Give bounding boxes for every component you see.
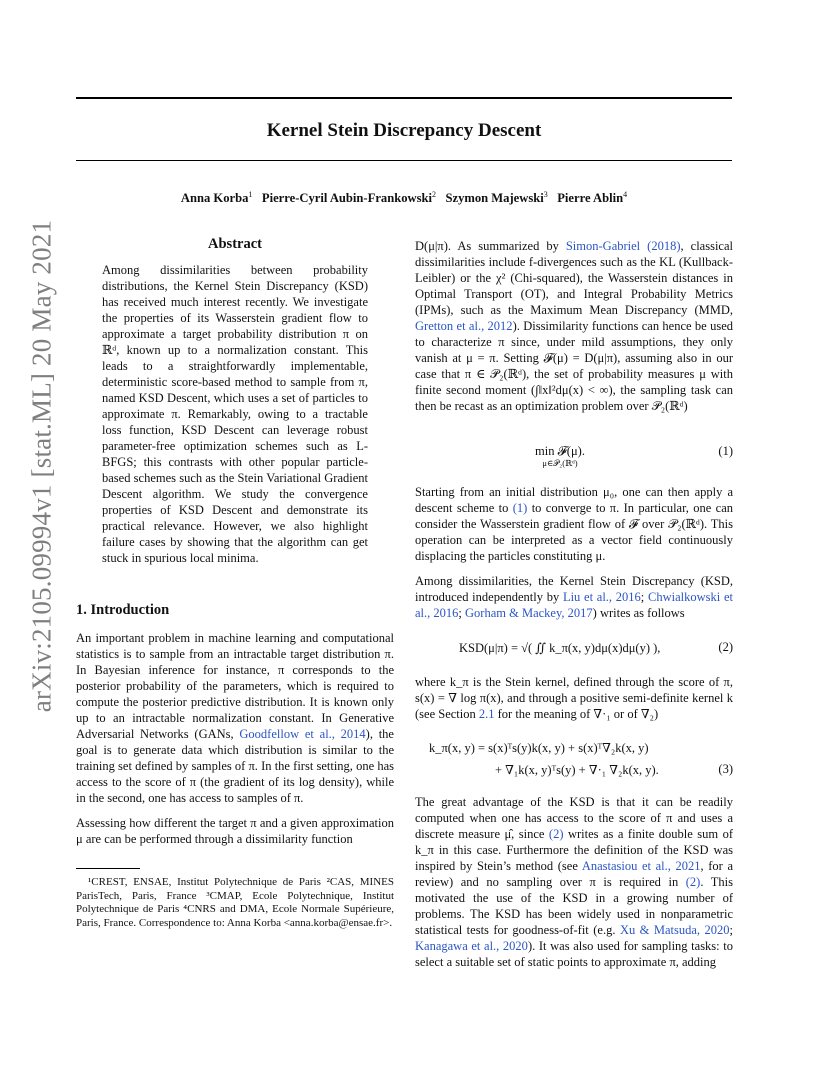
intro-paragraph: Assessing how different the target π and a given approximation μ are can be performed through a dissimilarity function bbox=[76, 816, 394, 846]
author: Szymon Majewski bbox=[445, 191, 544, 206]
text-run: D(μ|π). As summarized by bbox=[415, 239, 566, 253]
eq1-subscript: μ∈𝒫₂(ℝᵈ) bbox=[542, 458, 578, 468]
text-run: ) writes as follows bbox=[592, 606, 685, 620]
equation-link[interactable]: (1) bbox=[512, 501, 528, 515]
text-run: ; bbox=[640, 590, 648, 604]
text-run: Among dissimilarities, the Kernel Stein Discrepancy (KSD, introduced independently by bbox=[415, 574, 733, 604]
text-run: writes as a finite double sum of k_π in this case. Furthermore the definition of the KSD was inspired by Stein’s method (see bbox=[415, 827, 733, 873]
citation-link[interactable]: Gretton et al., 2012 bbox=[415, 319, 513, 333]
eq2-expression: KSD(μ|π) = √( ∬ k_π(x, y)dμ(x)dμ(y) ), bbox=[459, 641, 661, 655]
text-run: ). Dissimilarity functions can hence be used to characterize π since, under mild assumptions, they only vanish at μ = π. Setting 𝓕(μ) = D(μ|π), assuming also in our case that π ∈ 𝒫₂(ℝᵈ), the set of probability measures μ with finite second moment (∫‖x‖²dμ(x) < ∞), the sampling task can then be recast as an optimization problem over 𝒫₂(ℝᵈ) bbox=[415, 319, 733, 413]
body-paragraph bbox=[415, 674, 733, 722]
author-affil: 1 bbox=[248, 190, 253, 199]
equation-3 bbox=[415, 740, 733, 780]
equation-link[interactable]: (2) bbox=[685, 875, 701, 889]
text-run: . This motivated the use of the KSD in a growing number of problems. The KSD has been widely used in nonparametric statistical tests for goodness-of-fit (e.g. bbox=[415, 875, 734, 937]
body-paragraph bbox=[415, 238, 733, 414]
paper-title: Kernel Stein Discrepancy Descent bbox=[266, 120, 542, 141]
body-paragraph bbox=[415, 484, 733, 564]
equation-1 bbox=[415, 444, 733, 474]
citation-link[interactable]: Kanagawa et al., 2020 bbox=[415, 939, 528, 953]
eq3-line: k_π(x, y) = s(x)ᵀs(y)k(x, y) + s(x)ᵀ∇₂k(x, y) bbox=[429, 741, 649, 755]
text-run: Starting from an initial distribution μ₀, one can then apply a descent scheme to bbox=[415, 485, 733, 515]
text-run: to converge to π. In particular, one can consider the Wasserstein gradient flow of 𝓕 over 𝒫₂(ℝᵈ). This operation can be interpreted as a vector field continuously displacing the particles constituting μ. bbox=[415, 501, 733, 563]
arxiv-side-stamp bbox=[12, 219, 72, 713]
citation-link[interactable]: Liu et al., 2016 bbox=[562, 590, 641, 604]
citation-link[interactable]: Anastasiou et al., 2021 bbox=[581, 859, 701, 873]
text-run: for the meaning of ∇·₁ or of ∇₂) bbox=[494, 707, 659, 721]
eq1-expression: min 𝓕(μ). bbox=[535, 444, 585, 458]
body-paragraph bbox=[415, 794, 733, 970]
footnote-text: ¹CREST, ENSAE, Institut Polytechnique de Paris ²CAS, MINES ParisTech, Paris, France ³CMAP, Ecole Polytechnique, Institut Polytechnique de Paris ⁴CNRS and DMA, Ecole Normale Supérieure, Paris, France. Correspondence to: Anna Korba <anna.korba@ensae.fr>. bbox=[76, 876, 394, 929]
text-run: ). It was also used for sampling tasks: to select a suitable set of static points to approximate π, adding bbox=[415, 939, 733, 969]
equation-number: (1) bbox=[718, 444, 733, 458]
abstract-heading: Abstract bbox=[208, 236, 262, 252]
title-bottom-rule bbox=[76, 160, 732, 161]
section-heading: 1. Introduction bbox=[76, 602, 170, 618]
right-column-text bbox=[415, 794, 733, 970]
text-run: ; bbox=[458, 606, 466, 620]
equation-link[interactable]: (2) bbox=[548, 827, 564, 841]
text-run: An important problem in machine learning and computational statistics is to sample from an intractable target distribution π. In Bayesian inference for instance, π corresponds to the posterior probability of the parameters, which is required to compute the posterior predictive distribution. It is known only up to an intractable normalization constant. In Generative Adversarial Networks (GANs, bbox=[76, 631, 394, 741]
footnote bbox=[76, 876, 394, 930]
intro-text bbox=[76, 630, 394, 847]
body-paragraph bbox=[415, 573, 733, 621]
section-link[interactable]: 2.1 bbox=[478, 707, 495, 721]
author: Anna Korba bbox=[180, 191, 249, 206]
eq1-body bbox=[535, 444, 585, 468]
abstract-text bbox=[102, 262, 368, 566]
text-run: where k_π is the Stein kernel, defined through the score of π, s(x) = ∇ log π(x), and through a positive semi-definite kernel k (see Section bbox=[415, 675, 733, 721]
author: Pierre Ablin bbox=[557, 191, 624, 206]
intro-paragraph bbox=[76, 630, 394, 806]
eq3-line: + ∇₁k(x, y)ᵀs(y) + ∇·₁ ∇₂k(x, y). bbox=[495, 763, 659, 777]
right-column-text bbox=[415, 484, 733, 621]
text-run: The great advantage of the KSD is that it can be readily computed when one has access to the score of π and uses a discrete measure μ̂, since bbox=[415, 795, 733, 841]
author-affil: 2 bbox=[432, 190, 437, 199]
author-affil: 3 bbox=[543, 190, 548, 199]
text-run: ; bbox=[729, 923, 733, 937]
citation-link[interactable]: Goodfellow et al., 2014 bbox=[239, 727, 366, 741]
equation-number: (2) bbox=[718, 640, 733, 654]
citation-link[interactable]: Gorham & Mackey, 2017 bbox=[465, 606, 593, 620]
text-run: , classical dissimilarities include f-divergences such as the KL (Kullback-Leibler) or the χ² (Chi-squared), the Wasserstein distances in Optimal Transport (OT), and Integral Probability Metrics (IPMs), such as the Maximum Mean Discrepancy (MMD, bbox=[415, 239, 733, 317]
right-column-text bbox=[415, 674, 733, 722]
right-column-text bbox=[415, 238, 733, 414]
author: Pierre-Cyril Aubin-Frankowski bbox=[261, 191, 433, 206]
text-run: , for a review) and no sampling over π is required in bbox=[415, 859, 734, 889]
arxiv-stamp-text: arXiv:2105.09994v1 [stat.ML] 20 May 2021 bbox=[26, 219, 57, 713]
citation-link[interactable]: Xu & Matsuda, 2020 bbox=[619, 923, 730, 937]
title-top-rule bbox=[76, 97, 732, 99]
text-run: ), the goal is to generate data which distribution is similar to the training set defined by samples of π. In the first setting, one has access to the score of π (the gradient of its log density), while in the second, one has access to samples of π. bbox=[76, 727, 394, 805]
author-affil: 4 bbox=[623, 190, 628, 199]
footnote-rule bbox=[76, 868, 140, 869]
citation-link[interactable]: Chwialkowski et al., 2016 bbox=[415, 590, 733, 620]
equation-number: (3) bbox=[718, 762, 733, 776]
citation-link[interactable]: Simon-Gabriel (2018) bbox=[565, 239, 681, 253]
author-list bbox=[76, 190, 732, 206]
abstract-paragraph: Among dissimilarities between probability distributions, the Kernel Stein Discrepancy (KSD) has received much interest recently. We investigate the properties of its Wasserstein gradient flow to approximate a target probability distribution π on ℝᵈ, known up to a normalization constant. This leads to a straightforwardly implementable, deterministic score-based method to sample from π, named KSD Descent, which uses a set of particles to approximate π. Remarkably, owing to a tractable loss function, KSD Descent can leverage robust parameter-free optimization schemes such as L-BFGS; this contrasts with other popular particle-based schemes such as the Stein Variational Gradient Descent algorithm. We study the convergence properties of KSD Descent and demonstrate its practical relevance. However, we also highlight failure cases by showing that the algorithm can get stuck in spurious local minima. bbox=[102, 263, 368, 565]
